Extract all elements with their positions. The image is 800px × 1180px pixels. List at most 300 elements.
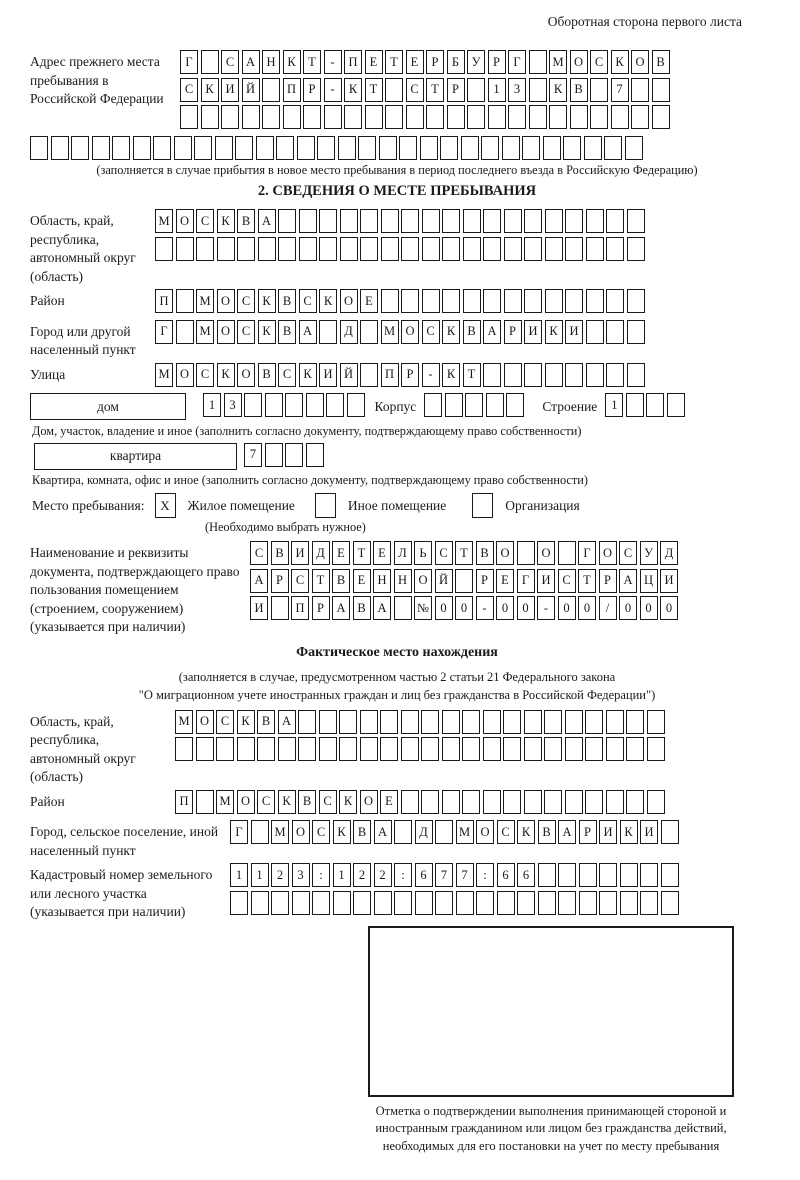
form-cell[interactable] — [585, 737, 603, 761]
form-cell[interactable]: К — [545, 320, 563, 344]
form-cell[interactable] — [599, 891, 617, 915]
form-cell[interactable] — [661, 820, 679, 844]
form-cell[interactable] — [544, 710, 562, 734]
form-cell[interactable] — [483, 790, 501, 814]
form-cell[interactable]: М — [196, 289, 214, 313]
form-cell[interactable] — [415, 891, 433, 915]
form-cell[interactable]: Г — [578, 541, 596, 565]
form-cell[interactable]: С — [299, 289, 317, 313]
form-cell[interactable] — [627, 363, 645, 387]
form-cell[interactable] — [481, 136, 499, 160]
form-cell[interactable] — [271, 596, 289, 620]
form-cell[interactable] — [463, 289, 481, 313]
form-cell[interactable] — [326, 393, 344, 417]
form-cell[interactable] — [570, 105, 588, 129]
form-cell[interactable] — [626, 737, 644, 761]
form-cell[interactable]: М — [381, 320, 399, 344]
form-cell[interactable] — [153, 136, 171, 160]
form-cell[interactable]: О — [237, 363, 255, 387]
form-cell[interactable] — [447, 105, 465, 129]
form-cell[interactable] — [257, 737, 275, 761]
form-cell[interactable]: Р — [426, 50, 444, 74]
form-cell[interactable]: - — [324, 50, 342, 74]
form-cell[interactable]: В — [257, 710, 275, 734]
form-cell[interactable]: 3 — [224, 393, 242, 417]
form-cell[interactable] — [586, 289, 604, 313]
form-cell[interactable] — [271, 891, 289, 915]
form-cell[interactable]: 7 — [435, 863, 453, 887]
form-cell[interactable] — [422, 209, 440, 233]
form-cell[interactable]: К — [283, 50, 301, 74]
form-cell[interactable] — [544, 790, 562, 814]
form-cell[interactable] — [506, 393, 524, 417]
form-cell[interactable] — [424, 393, 442, 417]
form-cell[interactable] — [625, 136, 643, 160]
form-cell[interactable]: 1 — [203, 393, 221, 417]
form-cell[interactable] — [524, 737, 542, 761]
form-cell[interactable]: К — [611, 50, 629, 74]
form-cell[interactable] — [626, 393, 644, 417]
form-cell[interactable]: К — [278, 790, 296, 814]
form-cell[interactable] — [92, 136, 110, 160]
form-cell[interactable] — [503, 710, 521, 734]
form-cell[interactable] — [620, 891, 638, 915]
form-cell[interactable] — [462, 737, 480, 761]
form-cell[interactable]: Т — [578, 569, 596, 593]
form-cell[interactable]: И — [565, 320, 583, 344]
form-cell[interactable] — [524, 209, 542, 233]
form-cell[interactable]: А — [558, 820, 576, 844]
form-cell[interactable]: С — [590, 50, 608, 74]
form-cell[interactable] — [406, 105, 424, 129]
form-cell[interactable] — [221, 105, 239, 129]
form-cell[interactable]: 0 — [435, 596, 453, 620]
form-cell[interactable]: 2 — [353, 863, 371, 887]
form-cell[interactable] — [504, 209, 522, 233]
form-cell[interactable]: 3 — [292, 863, 310, 887]
form-cell[interactable] — [426, 105, 444, 129]
form-cell[interactable]: В — [298, 790, 316, 814]
form-cell[interactable] — [486, 393, 504, 417]
form-cell[interactable]: М — [155, 363, 173, 387]
form-cell[interactable] — [421, 790, 439, 814]
form-cell[interactable] — [394, 820, 412, 844]
form-cell[interactable]: К — [442, 320, 460, 344]
form-cell[interactable] — [558, 891, 576, 915]
form-cell[interactable]: 1 — [230, 863, 248, 887]
form-cell[interactable] — [586, 320, 604, 344]
form-cell[interactable] — [194, 136, 212, 160]
form-cell[interactable]: В — [463, 320, 481, 344]
form-cell[interactable]: К — [339, 790, 357, 814]
form-cell[interactable] — [299, 209, 317, 233]
form-cell[interactable]: О — [537, 541, 555, 565]
form-cell[interactable] — [297, 136, 315, 160]
form-cell[interactable] — [627, 237, 645, 261]
form-cell[interactable] — [565, 710, 583, 734]
form-cell[interactable]: / — [599, 596, 617, 620]
form-cell[interactable]: В — [271, 541, 289, 565]
form-cell[interactable]: О — [496, 541, 514, 565]
form-cell[interactable]: Г — [230, 820, 248, 844]
form-cell[interactable]: П — [155, 289, 173, 313]
form-cell[interactable] — [265, 393, 283, 417]
form-cell[interactable]: Р — [312, 596, 330, 620]
form-cell[interactable]: 7 — [456, 863, 474, 887]
form-cell[interactable] — [579, 891, 597, 915]
form-cell[interactable]: 6 — [497, 863, 515, 887]
form-cell[interactable] — [401, 237, 419, 261]
form-cell[interactable] — [278, 237, 296, 261]
form-cell[interactable]: Е — [360, 289, 378, 313]
form-cell[interactable] — [502, 136, 520, 160]
form-cell[interactable]: 1 — [251, 863, 269, 887]
form-cell[interactable]: Г — [508, 50, 526, 74]
form-cell[interactable] — [565, 209, 583, 233]
form-cell[interactable] — [483, 209, 501, 233]
form-cell[interactable] — [298, 710, 316, 734]
form-cell[interactable] — [442, 790, 460, 814]
form-cell[interactable]: - — [324, 78, 342, 102]
form-cell[interactable]: И — [250, 596, 268, 620]
form-cell[interactable] — [631, 105, 649, 129]
form-cell[interactable]: О — [196, 710, 214, 734]
form-cell[interactable] — [401, 737, 419, 761]
form-cell[interactable]: : — [476, 863, 494, 887]
form-cell[interactable]: О — [401, 320, 419, 344]
form-cell[interactable] — [606, 320, 624, 344]
form-cell[interactable] — [317, 136, 335, 160]
form-cell[interactable] — [606, 289, 624, 313]
form-cell[interactable]: А — [250, 569, 268, 593]
form-cell[interactable]: И — [599, 820, 617, 844]
form-cell[interactable] — [661, 891, 679, 915]
form-cell[interactable] — [640, 891, 658, 915]
form-cell[interactable] — [242, 105, 260, 129]
form-cell[interactable]: И — [319, 363, 337, 387]
form-cell[interactable] — [176, 237, 194, 261]
form-cell[interactable]: Д — [312, 541, 330, 565]
form-cell[interactable]: Е — [380, 790, 398, 814]
form-cell[interactable] — [230, 891, 248, 915]
form-cell[interactable]: К — [344, 78, 362, 102]
form-cell[interactable]: А — [373, 596, 391, 620]
form-cell[interactable] — [374, 891, 392, 915]
form-cell[interactable] — [237, 737, 255, 761]
form-cell[interactable]: 0 — [496, 596, 514, 620]
form-cell[interactable]: Т — [365, 78, 383, 102]
form-cell[interactable] — [215, 136, 233, 160]
form-cell[interactable]: Т — [455, 541, 473, 565]
form-cell[interactable] — [196, 790, 214, 814]
form-cell[interactable] — [401, 209, 419, 233]
form-cell[interactable] — [584, 136, 602, 160]
form-cell[interactable]: И — [537, 569, 555, 593]
form-cell[interactable] — [545, 209, 563, 233]
form-cell[interactable] — [497, 891, 515, 915]
form-cell[interactable]: : — [394, 863, 412, 887]
form-cell[interactable]: - — [537, 596, 555, 620]
form-cell[interactable]: П — [175, 790, 193, 814]
form-cell[interactable] — [483, 737, 501, 761]
form-cell[interactable]: К — [258, 320, 276, 344]
form-cell[interactable]: 3 — [508, 78, 526, 102]
form-cell[interactable]: К — [333, 820, 351, 844]
form-cell[interactable] — [590, 78, 608, 102]
form-cell[interactable] — [421, 737, 439, 761]
form-cell[interactable] — [652, 78, 670, 102]
form-cell[interactable] — [262, 105, 280, 129]
form-cell[interactable] — [606, 710, 624, 734]
form-cell[interactable]: 0 — [455, 596, 473, 620]
form-cell[interactable]: И — [660, 569, 678, 593]
apartment-type-box[interactable]: квартира — [34, 443, 237, 470]
form-cell[interactable] — [606, 209, 624, 233]
form-cell[interactable] — [306, 443, 324, 467]
form-cell[interactable] — [558, 541, 576, 565]
form-cell[interactable]: Г — [155, 320, 173, 344]
form-cell[interactable]: В — [353, 820, 371, 844]
form-cell[interactable] — [319, 209, 337, 233]
form-cell[interactable] — [667, 393, 685, 417]
form-cell[interactable] — [216, 737, 234, 761]
form-cell[interactable] — [543, 136, 561, 160]
form-cell[interactable] — [549, 105, 567, 129]
form-cell[interactable]: - — [422, 363, 440, 387]
form-cell[interactable] — [483, 363, 501, 387]
form-cell[interactable] — [529, 78, 547, 102]
form-cell[interactable]: 0 — [640, 596, 658, 620]
form-cell[interactable]: 2 — [271, 863, 289, 887]
form-cell[interactable] — [462, 710, 480, 734]
form-cell[interactable] — [319, 237, 337, 261]
form-cell[interactable]: И — [291, 541, 309, 565]
form-cell[interactable]: И — [524, 320, 542, 344]
form-cell[interactable]: К — [237, 710, 255, 734]
form-cell[interactable]: К — [217, 363, 235, 387]
form-cell[interactable]: Т — [303, 50, 321, 74]
form-cell[interactable] — [176, 320, 194, 344]
form-cell[interactable]: О — [631, 50, 649, 74]
form-cell[interactable] — [538, 863, 556, 887]
form-cell[interactable] — [292, 891, 310, 915]
form-cell[interactable] — [545, 237, 563, 261]
form-cell[interactable] — [196, 737, 214, 761]
form-cell[interactable] — [421, 710, 439, 734]
form-cell[interactable] — [483, 710, 501, 734]
form-cell[interactable] — [303, 105, 321, 129]
form-cell[interactable]: К — [549, 78, 567, 102]
form-cell[interactable]: 2 — [374, 863, 392, 887]
form-cell[interactable]: 6 — [415, 863, 433, 887]
form-cell[interactable] — [579, 863, 597, 887]
form-cell[interactable]: Т — [353, 541, 371, 565]
form-cell[interactable] — [380, 737, 398, 761]
form-cell[interactable] — [586, 237, 604, 261]
form-cell[interactable] — [463, 209, 481, 233]
form-cell[interactable] — [133, 136, 151, 160]
form-cell[interactable] — [244, 393, 262, 417]
form-cell[interactable] — [256, 136, 274, 160]
form-cell[interactable]: К — [201, 78, 219, 102]
form-cell[interactable]: А — [258, 209, 276, 233]
form-cell[interactable] — [626, 710, 644, 734]
form-cell[interactable] — [522, 136, 540, 160]
form-cell[interactable]: Р — [476, 569, 494, 593]
form-cell[interactable] — [488, 105, 506, 129]
form-cell[interactable]: М — [456, 820, 474, 844]
form-cell[interactable] — [324, 105, 342, 129]
form-cell[interactable] — [462, 790, 480, 814]
form-cell[interactable]: С — [312, 820, 330, 844]
form-cell[interactable] — [365, 105, 383, 129]
form-cell[interactable] — [606, 237, 624, 261]
form-cell[interactable] — [558, 863, 576, 887]
form-cell[interactable] — [545, 363, 563, 387]
form-cell[interactable] — [442, 710, 460, 734]
form-cell[interactable] — [445, 393, 463, 417]
form-cell[interactable]: 1 — [605, 393, 623, 417]
form-cell[interactable]: С — [216, 710, 234, 734]
form-cell[interactable]: 0 — [619, 596, 637, 620]
form-cell[interactable]: П — [381, 363, 399, 387]
form-cell[interactable]: Е — [365, 50, 383, 74]
form-cell[interactable]: Й — [435, 569, 453, 593]
form-cell[interactable]: А — [374, 820, 392, 844]
form-cell[interactable]: Т — [463, 363, 481, 387]
form-cell[interactable]: С — [196, 363, 214, 387]
form-cell[interactable]: Р — [488, 50, 506, 74]
form-cell[interactable]: А — [299, 320, 317, 344]
form-cell[interactable]: О — [476, 820, 494, 844]
form-cell[interactable] — [285, 443, 303, 467]
form-cell[interactable] — [339, 737, 357, 761]
form-cell[interactable] — [262, 78, 280, 102]
form-cell[interactable] — [435, 891, 453, 915]
form-cell[interactable]: А — [242, 50, 260, 74]
form-cell[interactable]: А — [332, 596, 350, 620]
form-cell[interactable] — [661, 863, 679, 887]
form-cell[interactable] — [319, 320, 337, 344]
form-cell[interactable] — [340, 237, 358, 261]
form-cell[interactable] — [627, 209, 645, 233]
form-cell[interactable]: М — [549, 50, 567, 74]
form-cell[interactable] — [442, 289, 460, 313]
form-cell[interactable] — [611, 105, 629, 129]
form-cell[interactable] — [112, 136, 130, 160]
form-cell[interactable]: Й — [340, 363, 358, 387]
form-cell[interactable] — [399, 136, 417, 160]
form-cell[interactable] — [504, 289, 522, 313]
form-cell[interactable]: Б — [447, 50, 465, 74]
form-cell[interactable] — [640, 863, 658, 887]
form-cell[interactable]: С — [180, 78, 198, 102]
form-cell[interactable] — [524, 289, 542, 313]
form-cell[interactable]: В — [538, 820, 556, 844]
form-cell[interactable]: 1 — [333, 863, 351, 887]
form-cell[interactable] — [442, 737, 460, 761]
form-cell[interactable] — [30, 136, 48, 160]
form-cell[interactable] — [586, 209, 604, 233]
form-cell[interactable] — [312, 891, 330, 915]
form-cell[interactable] — [563, 136, 581, 160]
form-cell[interactable] — [524, 363, 542, 387]
form-cell[interactable] — [51, 136, 69, 160]
checkbox-residential[interactable]: X — [155, 493, 176, 518]
form-cell[interactable] — [217, 237, 235, 261]
form-cell[interactable] — [467, 105, 485, 129]
form-cell[interactable] — [544, 737, 562, 761]
form-cell[interactable] — [420, 136, 438, 160]
form-cell[interactable]: В — [332, 569, 350, 593]
form-cell[interactable]: Т — [426, 78, 444, 102]
form-cell[interactable]: Т — [312, 569, 330, 593]
form-cell[interactable] — [524, 237, 542, 261]
form-cell[interactable] — [565, 237, 583, 261]
form-cell[interactable] — [71, 136, 89, 160]
form-cell[interactable] — [627, 320, 645, 344]
form-cell[interactable] — [565, 790, 583, 814]
form-cell[interactable]: В — [278, 289, 296, 313]
form-cell[interactable]: М — [175, 710, 193, 734]
form-cell[interactable] — [435, 820, 453, 844]
form-cell[interactable]: С — [422, 320, 440, 344]
form-cell[interactable]: 6 — [517, 863, 535, 887]
form-cell[interactable]: О — [599, 541, 617, 565]
form-cell[interactable] — [175, 737, 193, 761]
form-cell[interactable] — [442, 237, 460, 261]
form-cell[interactable]: Р — [579, 820, 597, 844]
form-cell[interactable]: Р — [401, 363, 419, 387]
form-cell[interactable] — [155, 237, 173, 261]
form-cell[interactable] — [401, 790, 419, 814]
form-cell[interactable]: А — [619, 569, 637, 593]
form-cell[interactable] — [174, 136, 192, 160]
form-cell[interactable] — [508, 105, 526, 129]
form-cell[interactable]: С — [278, 363, 296, 387]
form-cell[interactable]: С — [406, 78, 424, 102]
form-cell[interactable] — [251, 820, 269, 844]
form-cell[interactable] — [538, 891, 556, 915]
form-cell[interactable]: № — [414, 596, 432, 620]
form-cell[interactable]: Г — [517, 569, 535, 593]
form-cell[interactable] — [647, 737, 665, 761]
form-cell[interactable] — [647, 790, 665, 814]
form-cell[interactable]: В — [476, 541, 494, 565]
form-cell[interactable]: К — [517, 820, 535, 844]
form-cell[interactable] — [180, 105, 198, 129]
form-cell[interactable]: А — [278, 710, 296, 734]
form-cell[interactable] — [440, 136, 458, 160]
form-cell[interactable]: Е — [353, 569, 371, 593]
form-cell[interactable] — [422, 237, 440, 261]
form-cell[interactable]: В — [237, 209, 255, 233]
form-cell[interactable]: Д — [660, 541, 678, 565]
form-cell[interactable]: С — [291, 569, 309, 593]
form-cell[interactable]: У — [640, 541, 658, 565]
form-cell[interactable]: О — [176, 209, 194, 233]
form-cell[interactable]: О — [340, 289, 358, 313]
form-cell[interactable] — [347, 393, 365, 417]
form-cell[interactable]: : — [312, 863, 330, 887]
form-cell[interactable] — [422, 289, 440, 313]
form-cell[interactable] — [360, 737, 378, 761]
form-cell[interactable]: М — [271, 820, 289, 844]
form-cell[interactable]: С — [237, 289, 255, 313]
form-cell[interactable] — [358, 136, 376, 160]
form-cell[interactable] — [201, 105, 219, 129]
form-cell[interactable] — [504, 237, 522, 261]
